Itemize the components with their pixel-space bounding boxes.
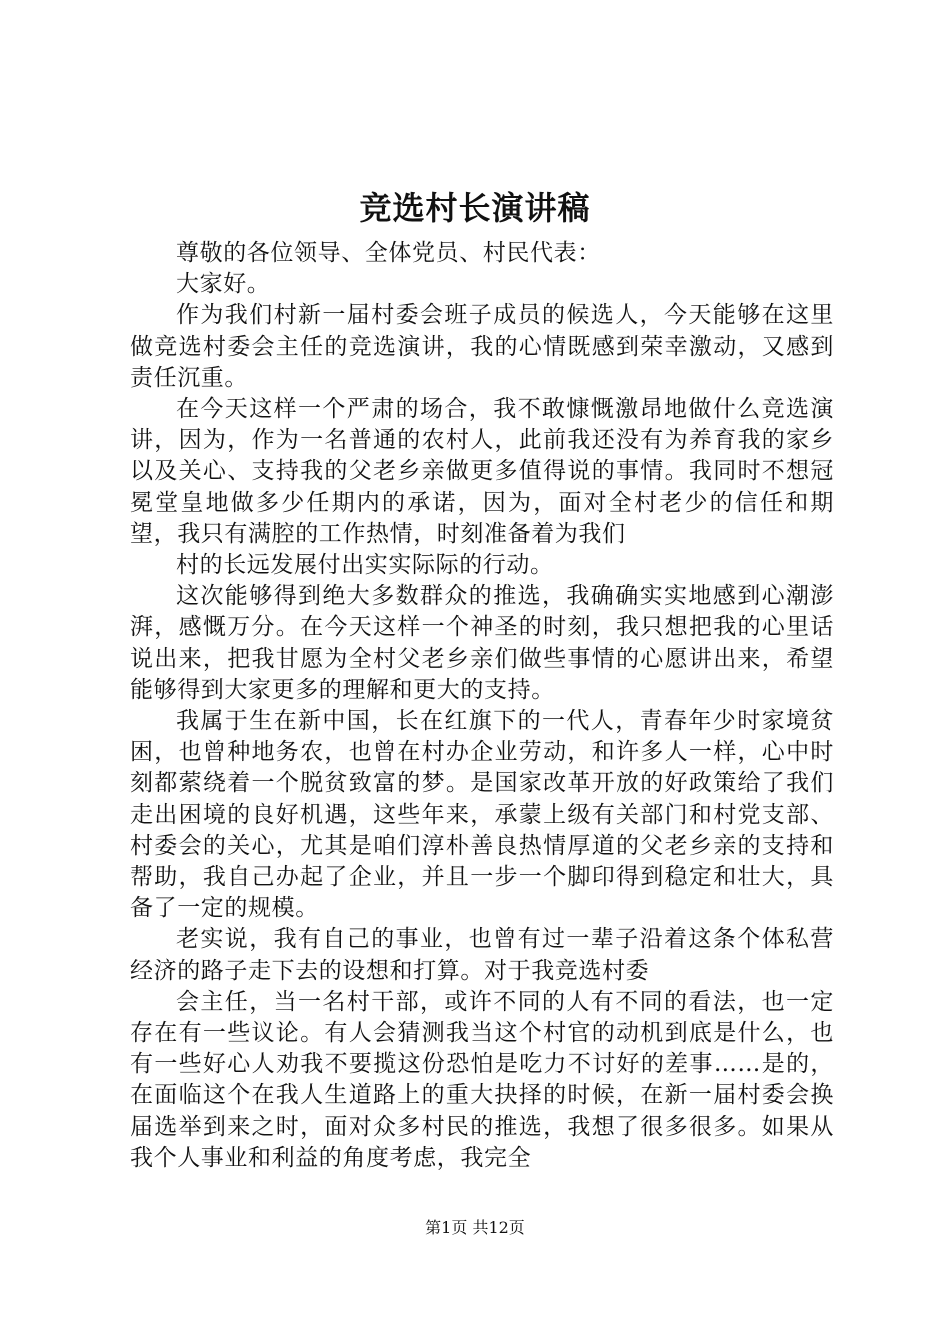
paragraph: 在今天这样一个严肃的场合，我不敢慷慨激昂地做什么竞选演讲，因为，作为一名普通的农村人，此前我还没有为养育我的家乡以及关心、支持我的父老乡亲做更多值得说的事情。我同时不想冠冕堂皇地做多少任期内的承诺，因为，面对全村老少的信任和期望，我只有满腔的工作热情，时刻准备着为我们 [130, 396, 834, 547]
page-number-footer: 第1页 共12页 [425, 1218, 525, 1237]
paragraph: 会主任，当一名村干部，或许不同的人有不同的看法，也一定存在有一些议论。有人会猜测我当这个村官的动机到底是什么，也有一些好心人劝我不要揽这份恐怕是吃力不讨好的差事……是的，在面临这个在我人生道路上的重大抉择的时候，在新一届村委会换届选举到来之时，面对众多村民的推选，我想了很多很多。如果从我个人事业和利益的角度考虑，我完全 [130, 988, 834, 1171]
paragraph: 老实说，我有自己的事业，也曾有过一辈子沿着这条个体私营经济的路子走下去的设想和打算。对于我竞选村委 [130, 926, 834, 984]
paragraph: 作为我们村新一届村委会班子成员的候选人，今天能够在这里做竞选村委会主任的竞选演讲，我的心情既感到荣幸激动，又感到责任沉重。 [130, 302, 834, 391]
paragraph: 这次能够得到绝大多数群众的推选，我确确实实地感到心潮澎湃，感慨万分。在今天这样一个神圣的时刻，我只想把我的心里话说出来，把我甘愿为全村父老乡亲们做些事情的心愿讲出来，希望能够得到大家更多的理解和更大的支持。 [130, 583, 834, 703]
document-body [130, 238, 834, 1174]
salutation: 尊敬的各位领导、全体党员、村民代表： [176, 240, 601, 266]
greeting: 大家好。 [176, 271, 271, 298]
document-title: 竞选村长演讲稿 [359, 189, 591, 227]
paragraph: 村的长远发展付出实实际际的行动。 [176, 552, 554, 579]
paragraph: 我属于生在新中国，长在红旗下的一代人，青春年少时家境贫困，也曾种地务农，也曾在村办企业劳动，和许多人一样，心中时刻都萦绕着一个脱贫致富的梦。是国家改革开放的好政策给了我们走出困境的良好机遇，这些年来，承蒙上级有关部门和村党支部、村委会的关心，尤其是咱们淳朴善良热情厚道的父老乡亲的支持和帮助，我自己办起了企业，并且一步一个脚印得到稳定和壮大，具备了一定的规模。 [130, 708, 834, 922]
